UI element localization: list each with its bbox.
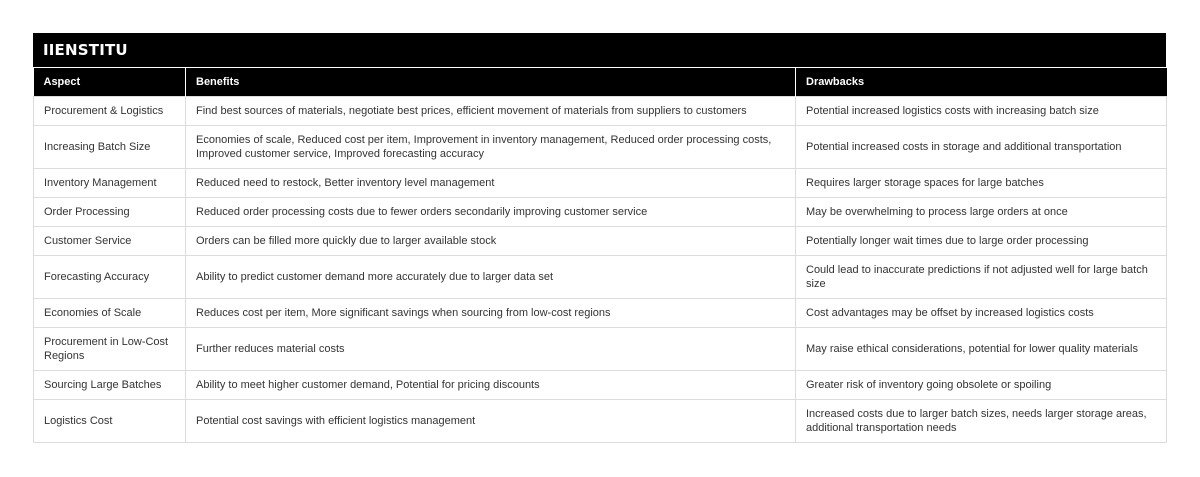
- cell-benefits: Ability to meet higher customer demand, Potential for pricing discounts: [186, 371, 796, 400]
- cell-drawbacks: Potential increased costs in storage and additional transportation: [796, 126, 1167, 169]
- table-header: [34, 68, 1167, 97]
- cell-benefits: Further reduces material costs: [186, 328, 796, 371]
- cell-drawbacks: Requires larger storage spaces for large batches: [796, 169, 1167, 198]
- cell-aspect: Forecasting Accuracy: [34, 256, 186, 299]
- table-body: [34, 97, 1167, 443]
- cell-benefits: Orders can be filled more quickly due to larger available stock: [186, 227, 796, 256]
- cell-aspect: Procurement in Low-Cost Regions: [34, 328, 186, 371]
- cell-drawbacks: Could lead to inaccurate predictions if not adjusted well for large batch size: [796, 256, 1167, 299]
- cell-drawbacks: Cost advantages may be offset by increased logistics costs: [796, 299, 1167, 328]
- table-row: [34, 198, 1167, 227]
- table-row: [34, 126, 1167, 169]
- table-row: [34, 328, 1167, 371]
- cell-aspect: Customer Service: [34, 227, 186, 256]
- column-header-benefits: Benefits: [186, 68, 796, 97]
- table-row: [34, 97, 1167, 126]
- cell-aspect: Order Processing: [34, 198, 186, 227]
- cell-benefits: Ability to predict customer demand more accurately due to larger data set: [186, 256, 796, 299]
- cell-aspect: Increasing Batch Size: [34, 126, 186, 169]
- cell-benefits: Reduced order processing costs due to fewer orders secondarily improving customer service: [186, 198, 796, 227]
- cell-aspect: Economies of Scale: [34, 299, 186, 328]
- cell-aspect: Logistics Cost: [34, 400, 186, 443]
- cell-aspect: Procurement & Logistics: [34, 97, 186, 126]
- header-row: [34, 68, 1167, 97]
- table-row: [34, 371, 1167, 400]
- cell-benefits: Potential cost savings with efficient logistics management: [186, 400, 796, 443]
- cell-benefits: Economies of scale, Reduced cost per item, Improvement in inventory management, Reduced order processing costs, Improved customer service, Improved forecasting accuracy: [186, 126, 796, 169]
- comparison-table-container: [33, 33, 1166, 443]
- cell-aspect: Sourcing Large Batches: [34, 371, 186, 400]
- table-row: [34, 256, 1167, 299]
- cell-benefits: Find best sources of materials, negotiate best prices, efficient movement of materials from suppliers to customers: [186, 97, 796, 126]
- table-row: [34, 169, 1167, 198]
- cell-benefits: Reduces cost per item, More significant savings when sourcing from low-cost regions: [186, 299, 796, 328]
- cell-drawbacks: Increased costs due to larger batch sizes, needs larger storage areas, additional transportation needs: [796, 400, 1167, 443]
- comparison-table: [33, 68, 1167, 443]
- table-row: [34, 400, 1167, 443]
- cell-drawbacks: May be overwhelming to process large orders at once: [796, 198, 1167, 227]
- cell-drawbacks: Potential increased logistics costs with increasing batch size: [796, 97, 1167, 126]
- cell-drawbacks: May raise ethical considerations, potential for lower quality materials: [796, 328, 1167, 371]
- column-header-aspect: Aspect: [34, 68, 186, 97]
- table-row: [34, 299, 1167, 328]
- cell-benefits: Reduced need to restock, Better inventory level management: [186, 169, 796, 198]
- cell-drawbacks: Greater risk of inventory going obsolete or spoiling: [796, 371, 1167, 400]
- cell-aspect: Inventory Management: [34, 169, 186, 198]
- brand-title: IIENSTITU: [33, 33, 1166, 68]
- table-row: [34, 227, 1167, 256]
- column-header-drawbacks: Drawbacks: [796, 68, 1167, 97]
- cell-drawbacks: Potentially longer wait times due to large order processing: [796, 227, 1167, 256]
